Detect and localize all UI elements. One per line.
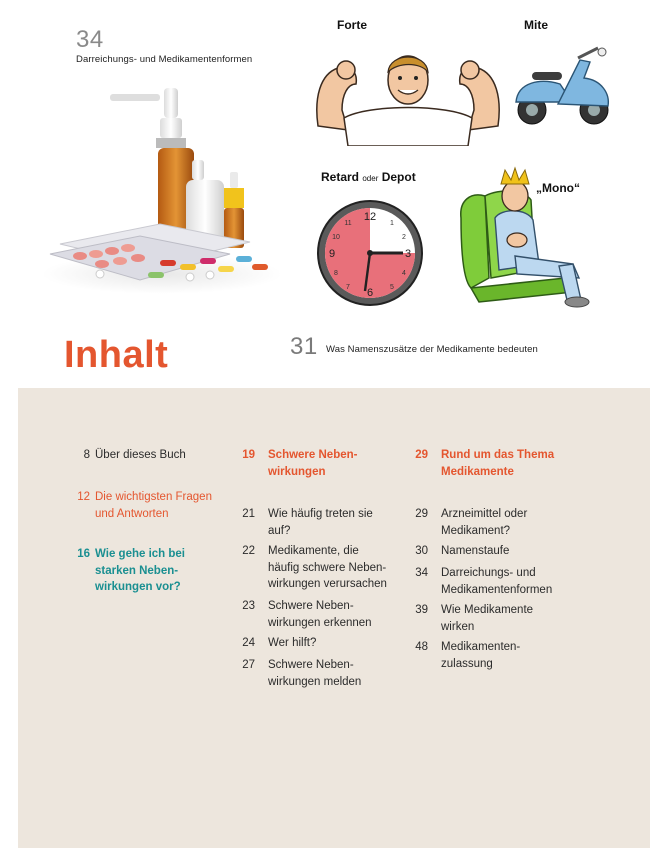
toc-title-line: wirken <box>441 620 475 633</box>
label-oder: oder <box>362 174 379 183</box>
label-retard-depot <box>321 170 416 184</box>
toc-title-line: zulassung <box>441 657 493 670</box>
toc-title-line: Rund um das Thema <box>441 449 555 461</box>
toc-title-line: wirkungen melden <box>268 675 362 688</box>
feature2-caption[interactable]: Was Namenszusätze der Medikamente bedeuten <box>326 344 538 355</box>
medication-forms-photo <box>40 74 285 296</box>
toc-page-number: 29 <box>415 449 428 461</box>
toc-page-number: 27 <box>242 659 255 671</box>
toc-page-number: 21 <box>242 508 255 520</box>
toc-title-line: auf? <box>268 524 291 537</box>
toc-title-line: wirkungen verursachen <box>268 578 387 590</box>
label-depot: Depot <box>381 170 416 184</box>
toc-page-number: 16 <box>77 548 90 560</box>
toc-page-number: 12 <box>77 491 90 503</box>
toc-title-line: Wer hilft? <box>268 637 317 649</box>
toc-page-number: 8 <box>83 449 90 461</box>
scooter-illustration <box>510 38 618 130</box>
toc-page-number: 23 <box>242 600 255 612</box>
feature-page-number[interactable]: 34 <box>76 26 104 53</box>
toc-page-number: 29 <box>415 508 428 520</box>
feature2-page-number[interactable]: 31 <box>290 333 318 360</box>
toc-page-number: 30 <box>415 545 428 557</box>
svg-text:8: 8 <box>334 270 338 277</box>
svg-text:11: 11 <box>344 220 352 227</box>
toc-page-number: 34 <box>415 567 428 579</box>
label-mite: Mite <box>524 18 548 32</box>
toc-page-number: 39 <box>415 604 428 616</box>
toc-title-line: Über dieses Buch <box>95 449 186 461</box>
svg-text:6: 6 <box>366 287 374 299</box>
label-mono: „Mono“ <box>536 181 580 195</box>
toc-title-line: Schwere Neben- <box>268 449 358 461</box>
toc-title-line: häufig schwere Neben- <box>268 561 387 574</box>
svg-text:3: 3 <box>404 248 412 260</box>
toc-title-line: Darreichungs- und <box>441 567 536 579</box>
toc-title-line: starken Neben- <box>95 564 179 577</box>
toc-title-line: wirkungen vor? <box>95 581 181 593</box>
toc-title-line: Die wichtigsten Fragen <box>95 491 212 503</box>
svg-text:7: 7 <box>346 284 350 291</box>
svg-text:9: 9 <box>328 248 336 260</box>
toc-page-number: 19 <box>242 449 255 461</box>
label-retard: Retard <box>321 170 360 184</box>
svg-text:1: 1 <box>390 220 394 227</box>
toc-title-line: Medikamente, die <box>268 545 359 557</box>
toc-title-line: Wie Medikamente <box>441 604 534 616</box>
toc-title-line: Arzneimittel oder <box>441 508 528 520</box>
toc-title-line: Medikamentenformen <box>441 583 553 596</box>
toc-page-number: 22 <box>242 545 255 557</box>
toc-title-line: Schwere Neben- <box>268 659 354 671</box>
toc-title-line: wirkungen <box>268 465 326 478</box>
clock-illustration <box>315 198 425 308</box>
svg-text:12: 12 <box>363 211 377 223</box>
toc-title-line: Wie gehe ich bei <box>95 548 186 560</box>
svg-text:4: 4 <box>402 270 406 277</box>
toc-title-line: Wie häufig treten sie <box>268 508 373 520</box>
toc-title-line: wirkungen erkennen <box>268 616 372 629</box>
toc-title-line: und Antworten <box>95 507 169 520</box>
king-in-armchair-illustration <box>455 160 600 310</box>
toc-page-number: 48 <box>415 641 428 653</box>
feature-caption[interactable]: Darreichungs- und Medikamentenformen <box>76 54 253 65</box>
svg-text:5: 5 <box>390 284 394 291</box>
svg-text:10: 10 <box>332 234 340 241</box>
toc-page-number: 24 <box>242 637 255 649</box>
toc-title-line: Medikamente <box>441 465 514 478</box>
svg-text:2: 2 <box>402 234 406 241</box>
toc-title-line: Namenstaufe <box>441 545 510 557</box>
toc-title-line: Medikamenten- <box>441 641 521 653</box>
label-forte: Forte <box>337 18 367 32</box>
toc-title-line: Schwere Neben- <box>268 600 354 612</box>
strongman-illustration <box>308 34 508 146</box>
toc-title-line: Medikament? <box>441 524 511 537</box>
page-title: Inhalt <box>64 334 169 376</box>
